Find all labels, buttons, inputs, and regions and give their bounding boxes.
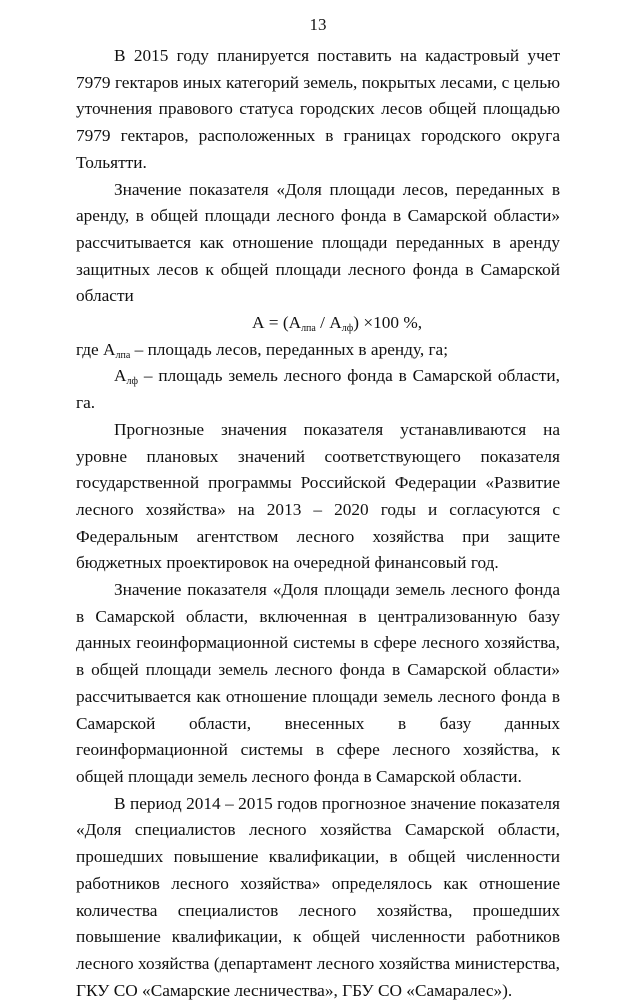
document-body	[76, 43, 560, 1004]
definition-lpa	[76, 337, 560, 364]
paragraph-forecast-values: Прогнозные значения показателя устанавливаются на уровне плановых значений соответствующего показателя государственной программы Российской Федерации «Развитие лесного хозяйства» на 2013 – 2020 годы и согласуются с Федеральным агентством лесного хозяйства при защите бюджетных проектировок на очередной финансовый год.	[76, 419, 560, 573]
definition-lpa-text: – площадь лесов, переданных в аренду, га;	[130, 339, 449, 359]
formula-lease-share	[76, 310, 560, 337]
formula-sub-lpa: лпа	[301, 323, 316, 335]
paragraph-lease-share: Значение показателя «Доля площади лесов, переданных в аренду, в общей площади лесного фонда в Самарской области» рассчитывается как отношение площади переданных в аренду защитных лесов к общей площади лесного фонда в Самарской области	[76, 179, 560, 306]
paragraph-specialists-share: В период 2014 – 2015 годов прогнозное значение показателя «Доля специалистов лесного хозяйства Самарской области, прошедших повышение квалификации, в общей численности работников лесного хозяйства» определялось как отношение количества специалистов лесного хозяйства, прошедших повышение квалификации, к общей численности работников лесного хозяйства (департамент лесного хозяйства министерства, ГКУ СО «Самарские лесничества», ГБУ СО «Самаралес»).	[76, 793, 560, 1000]
definition-lpa-sub: лпа	[115, 349, 131, 361]
definition-lf-prefix: А	[114, 366, 127, 386]
definition-lf-text: – площадь земель лесного фонда в Самарской области, га.	[76, 366, 560, 413]
page-number: 13	[309, 15, 327, 34]
paragraph-cadastral: В 2015 году планируется поставить на кадастровый учет 7979 гектаров иных категорий земель, покрытых лесами, с целью уточнения правового статуса городских лесов общей площадью 7979 гектаров, расположенных в границах городского округа Тольятти.	[76, 46, 560, 172]
formula-mid: / А	[315, 313, 342, 333]
definition-lf-sub: лф	[126, 376, 138, 388]
definition-lpa-prefix: где А	[76, 339, 116, 359]
formula-rhs: ) ×100 %,	[353, 313, 423, 333]
formula-lhs: А = (А	[251, 313, 302, 333]
paragraph-gis-share: Значение показателя «Доля площади земель лесного фонда в Самарской области, включенная в централизованную базу данных геоинформационной системы в сфере лесного хозяйства, в общей площади земель лесного фонда в Самарской области» рассчитывается как отношение площади земель лесного фонда в Самарской области, внесенных в базу данных геоинформационной системы в сфере лесного хозяйства, к общей площади земель лесного фонда в Самарской области.	[76, 580, 560, 786]
formula-sub-lf: лф	[341, 323, 354, 335]
definition-lf	[76, 363, 560, 416]
document-page	[76, 0, 560, 1000]
